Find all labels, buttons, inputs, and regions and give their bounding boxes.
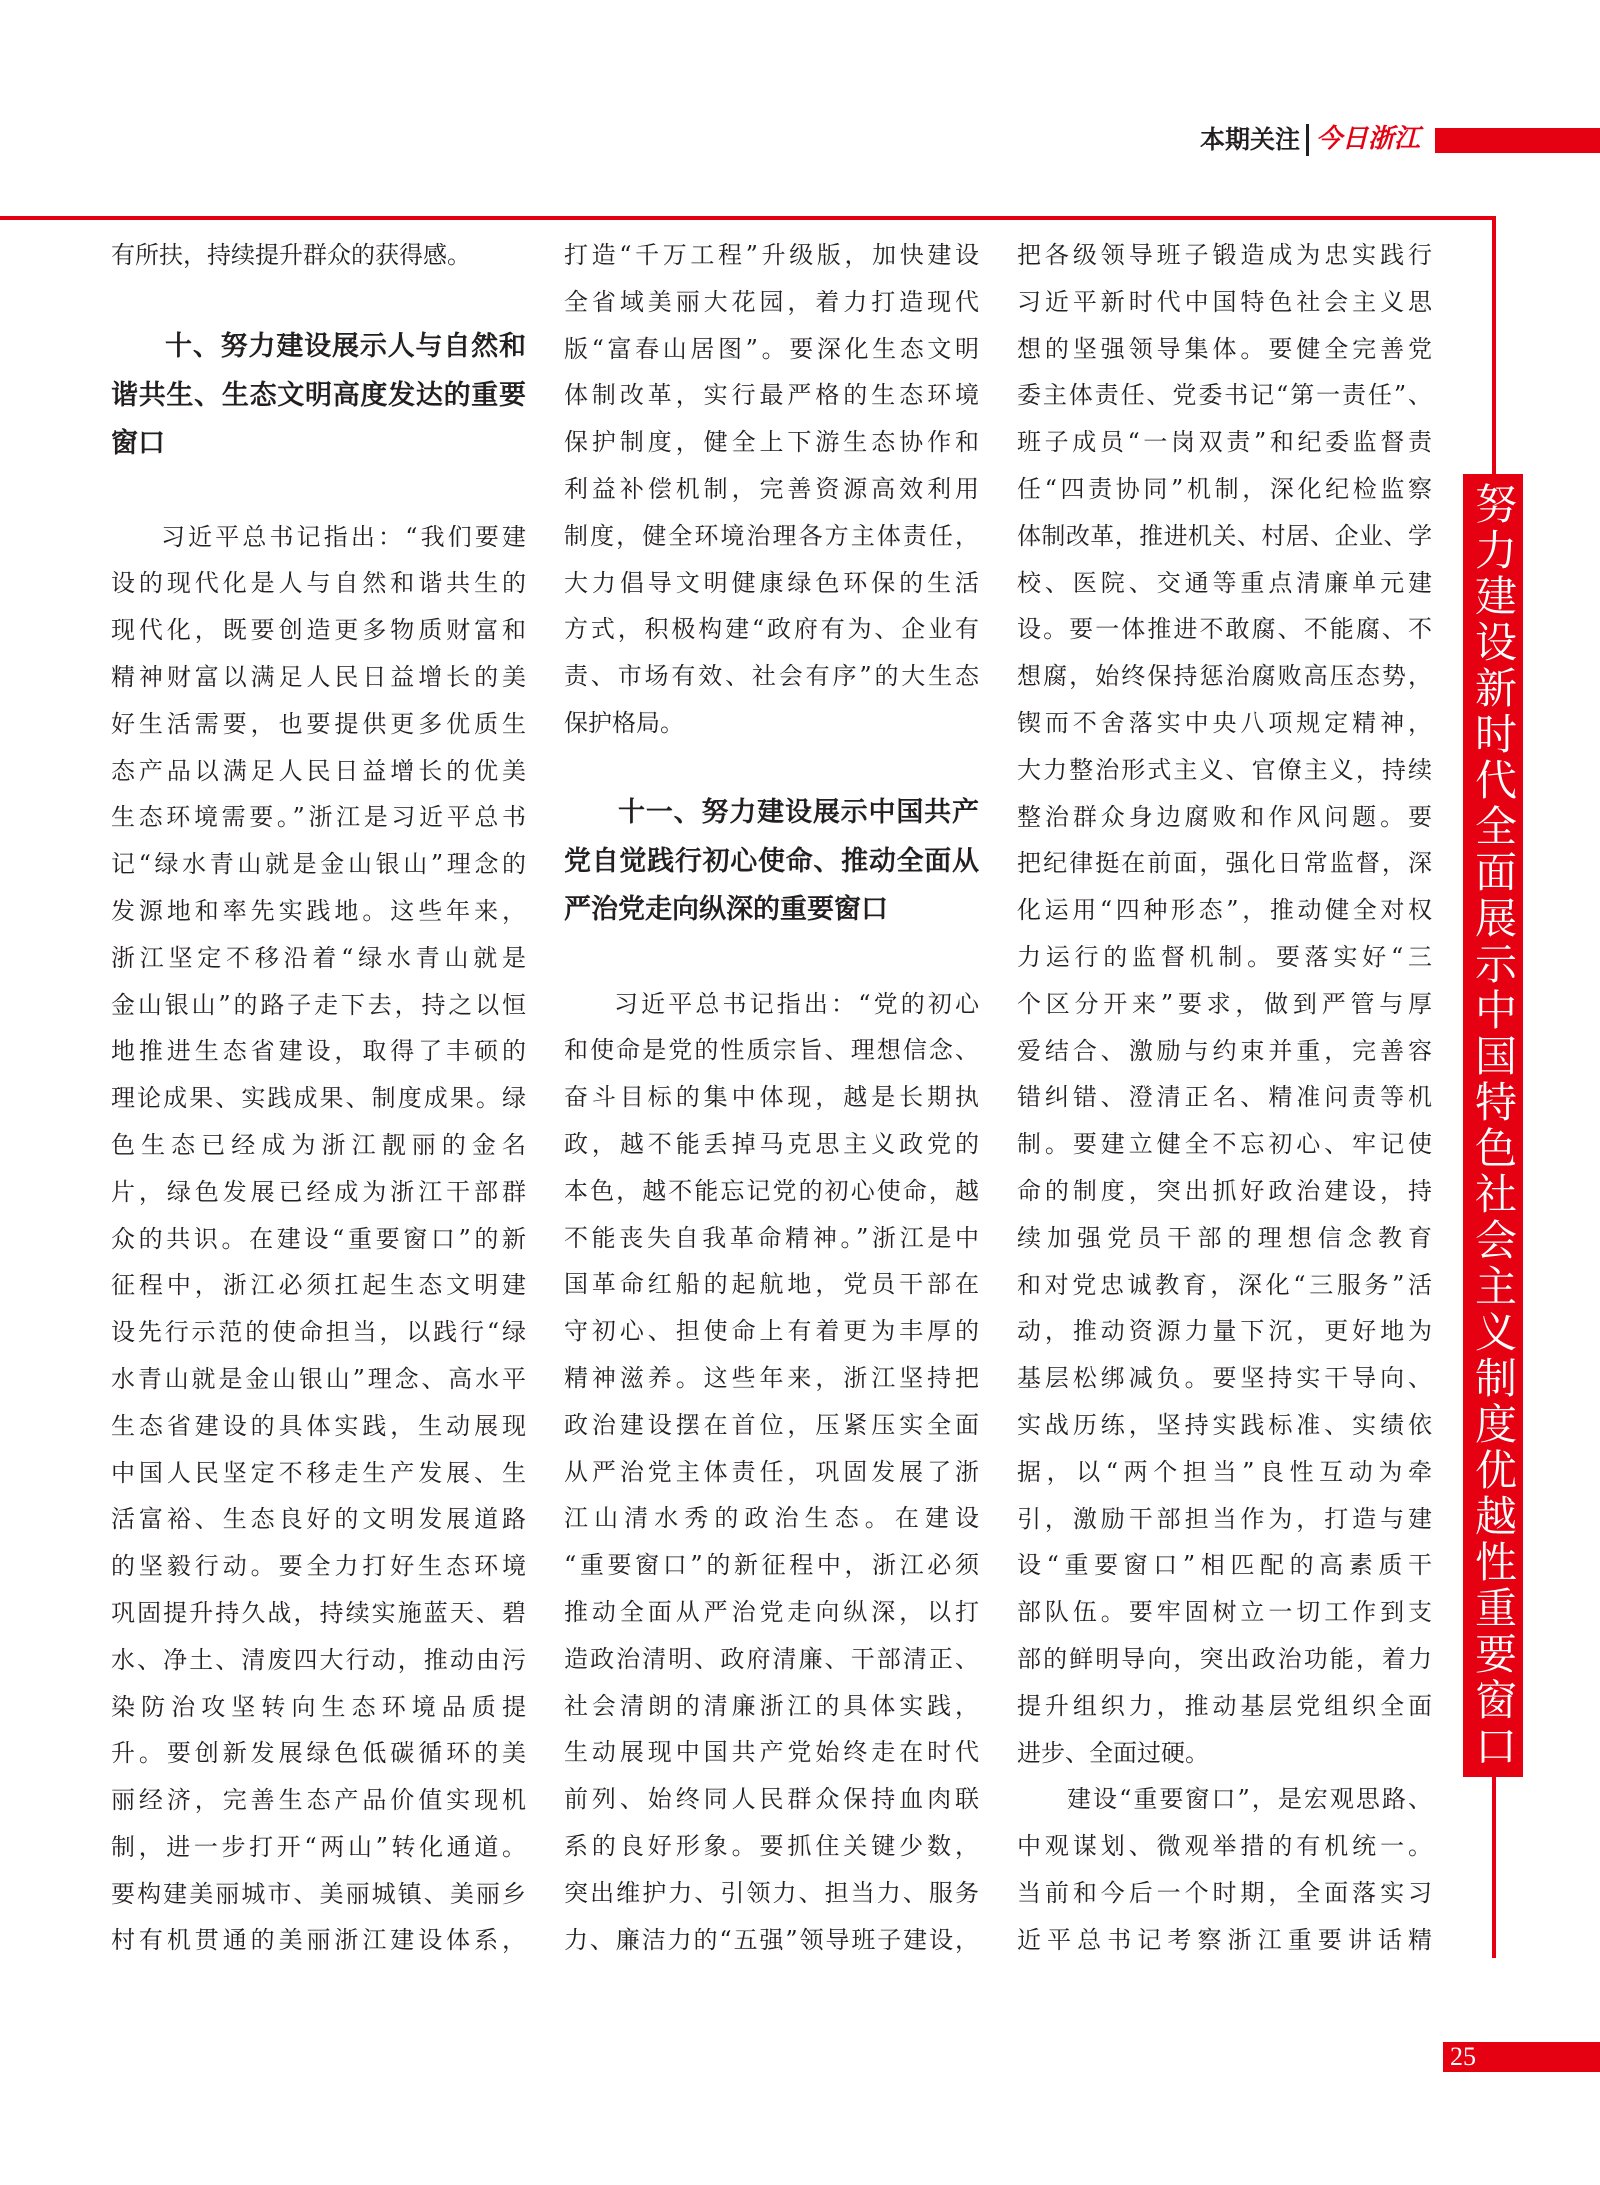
text-line: 力、廉洁力的“五强”领导班子建设， bbox=[564, 1925, 979, 1954]
text-line: 责、市场有效、社会有序”的大生态 bbox=[564, 662, 979, 691]
text-line: 爱结合、激励与约束并重，完善容 bbox=[1017, 1036, 1432, 1065]
text-line: 制。要建立健全不忘初心、牢记使 bbox=[1017, 1130, 1432, 1159]
text-line: 动，推动资源力量下沉，更好地为 bbox=[1017, 1317, 1432, 1346]
text-line: 制度，健全环境治理各方主体责任， bbox=[564, 521, 979, 550]
text-line: 习近平总书记指出：“我们要建 bbox=[161, 522, 526, 551]
text-line: 染防治攻坚转向生态环境品质提 bbox=[111, 1692, 526, 1721]
text-line: 实战历练，坚持实践标准、实绩依 bbox=[1017, 1410, 1432, 1439]
series-title-strip bbox=[1463, 474, 1523, 1777]
text-line: 据，以“两个担当”良性互动为牵 bbox=[1017, 1457, 1432, 1486]
text-line: 浙江坚定不移沿着“绿水青山就是 bbox=[111, 943, 526, 972]
text-line: 巩固提升持久战，持续实施蓝天、碧 bbox=[111, 1598, 526, 1627]
text-line: 习近平总书记指出：“党的初心 bbox=[614, 989, 979, 1018]
column-3 bbox=[1017, 232, 1432, 1963]
text-line: 窗口 bbox=[111, 428, 165, 460]
text-line: 推动全面从严治党走向纵深，以打 bbox=[564, 1598, 979, 1627]
text-line: 部的鲜明导向，突出政治功能，着力 bbox=[1017, 1644, 1432, 1673]
magazine-logo: 今日浙江 bbox=[1316, 124, 1421, 154]
section-label: 本期关注 bbox=[1200, 125, 1301, 154]
text-line: 社会清朗的清廉浙江的具体实践， bbox=[564, 1691, 979, 1720]
text-line: 众的共识。在建设“重要窗口”的新 bbox=[111, 1224, 526, 1253]
text-line: 丽经济，完善生态产品价值实现机 bbox=[111, 1786, 526, 1815]
text-line: 系的良好形象。要抓住关键少数， bbox=[564, 1832, 979, 1860]
text-line: 党自觉践行初心使命、推动全面从 bbox=[564, 845, 979, 877]
text-line: 国革命红船的起航地，党员干部在 bbox=[564, 1270, 979, 1299]
text-line: 色生态已经成为浙江靓丽的金名 bbox=[111, 1130, 526, 1159]
text-line: 把纪律挺在前面，强化日常监督，深 bbox=[1017, 849, 1432, 878]
text-line: 生态环境需要。”浙江是习近平总书 bbox=[111, 803, 526, 832]
text-line: 基层松绑减负。要坚持实干导向、 bbox=[1017, 1364, 1432, 1393]
text-line: 精神财富以满足人民日益增长的美 bbox=[111, 662, 526, 691]
text-line: 十、努力建设展示人与自然和 bbox=[165, 330, 526, 362]
text-line: 政治建设摆在首位，压紧压实全面 bbox=[564, 1410, 979, 1439]
text-line: 严治党走向纵深的重要窗口 bbox=[564, 894, 888, 926]
body-paragraph bbox=[1017, 1776, 1432, 1963]
text-line: 中国人民坚定不移走生产发展、生 bbox=[111, 1458, 526, 1487]
text-line: 进步、全面过硬。 bbox=[1017, 1738, 1209, 1767]
text-line: 全省域美丽大花园，着力打造现代 bbox=[564, 287, 979, 316]
text-line: 谐共生、生态文明高度发达的重要 bbox=[111, 379, 526, 411]
text-line: 水、净土、清废四大行动，推动由污 bbox=[111, 1645, 526, 1674]
page-number-bar bbox=[1443, 2042, 1600, 2072]
text-line: 前列、始终同人民群众保持血肉联 bbox=[564, 1785, 979, 1814]
text-line: “重要窗口”的新征程中，浙江必须 bbox=[564, 1551, 979, 1580]
section-heading bbox=[564, 789, 979, 935]
text-line: 十一、努力建设展示中国共产 bbox=[618, 796, 979, 828]
body-paragraph bbox=[564, 981, 979, 1964]
header-divider bbox=[1306, 124, 1309, 156]
text-line: 大力整治形式主义、官僚主义，持续 bbox=[1017, 755, 1432, 784]
text-line: 记“绿水青山就是金山银山”理念的 bbox=[111, 850, 526, 879]
text-line: 突出维护力、引领力、担当力、服务 bbox=[564, 1878, 979, 1907]
text-line: 整治群众身边腐败和作风问题。要 bbox=[1017, 802, 1432, 831]
text-line: 发源地和率先实践地。这些年来， bbox=[111, 896, 526, 925]
section-heading bbox=[111, 323, 526, 469]
text-line: 想的坚强领导集体。要健全完善党 bbox=[1017, 334, 1432, 363]
text-line: 错纠错、澄清正名、精准问责等机 bbox=[1017, 1083, 1432, 1112]
text-line: 不能丧失自我革命精神。”浙江是中 bbox=[564, 1223, 979, 1252]
column-2 bbox=[564, 232, 979, 1963]
text-line: 中观谋划、微观举措的有机统一。 bbox=[1017, 1832, 1432, 1861]
text-line: 体制改革，推进机关、村居、企业、学 bbox=[1017, 521, 1432, 550]
text-line: 本色，越不能忘记党的初心使命，越 bbox=[564, 1176, 979, 1205]
header-accent-bar bbox=[1435, 128, 1600, 153]
text-line: 想腐，始终保持惩治腐败高压态势， bbox=[1017, 662, 1432, 691]
text-line: 设先行示范的使命担当，以践行“绿 bbox=[111, 1318, 526, 1347]
text-line: 建设“重要窗口”，是宏观思路、 bbox=[1067, 1785, 1432, 1814]
text-line: 从严治党主体责任，巩固发展了浙 bbox=[564, 1457, 979, 1486]
text-line: 近平总书记考察浙江重要讲话精 bbox=[1017, 1925, 1432, 1954]
text-line: 保护制度，健全上下游生态协作和 bbox=[564, 428, 979, 457]
text-line: 水青山就是金山银山”理念、高水平 bbox=[111, 1364, 526, 1393]
text-line: 守初心、担使命上有着更为丰厚的 bbox=[564, 1317, 979, 1346]
text-line: 班子成员“一岗双责”和纪委监督责 bbox=[1017, 428, 1432, 457]
text-line: 制，进一步打开“两山”转化通道。 bbox=[111, 1832, 526, 1861]
text-line: 打造“千万工程”升级版，加快建设 bbox=[564, 241, 979, 269]
text-line: 设的现代化是人与自然和谐共生的 bbox=[111, 569, 526, 598]
text-line: 委主体责任、党委书记“第一责任”、 bbox=[1017, 381, 1432, 410]
carryover-text bbox=[111, 232, 526, 279]
text-line: 习近平新时代中国特色社会主义思 bbox=[1017, 287, 1432, 316]
text-line: 江山清水秀的政治生态。在建设 bbox=[564, 1504, 979, 1533]
column-1 bbox=[111, 232, 526, 1964]
text-line: 态产品以满足人民日益增长的优美 bbox=[111, 756, 526, 785]
text-line: 版“富春山居图”。要深化生态文明 bbox=[564, 334, 979, 363]
text-line: 村有机贯通的美丽浙江建设体系， bbox=[111, 1926, 526, 1955]
text-line: 地推进生态省建设，取得了丰硕的 bbox=[111, 1037, 526, 1066]
text-line: 续加强党员干部的理想信念教育 bbox=[1017, 1223, 1432, 1252]
text-line: 任“四责协同”机制，深化纪检监察 bbox=[1017, 474, 1432, 503]
text-line: 活富裕、生态良好的文明发展道路 bbox=[111, 1505, 526, 1534]
carryover-text bbox=[564, 232, 979, 747]
text-line: 升。要创新发展绿色低碳循环的美 bbox=[111, 1739, 526, 1768]
text-line: 引，激励干部担当作为，打造与建 bbox=[1017, 1504, 1432, 1533]
text-line: 和对党忠诚教育，深化“三服务”活 bbox=[1017, 1270, 1432, 1299]
text-line: 利益补偿机制，完善资源高效利用 bbox=[564, 474, 979, 503]
text-line: 政，越不能丢掉马克思主义政党的 bbox=[564, 1130, 979, 1159]
text-line: 提升组织力，推动基层党组织全面 bbox=[1017, 1691, 1432, 1720]
text-line: 部队伍。要牢固树立一切工作到支 bbox=[1017, 1598, 1432, 1627]
text-line: 征程中，浙江必须扛起生态文明建 bbox=[111, 1271, 526, 1300]
text-line: 当前和今后一个时期，全面落实习 bbox=[1017, 1878, 1432, 1907]
text-line: 有所扶，持续提升群众的获得感。 bbox=[111, 241, 471, 269]
text-line: 把各级领导班子锻造成为忠实践行 bbox=[1017, 241, 1432, 269]
text-line: 的坚毅行动。要全力打好生态环境 bbox=[111, 1552, 526, 1581]
text-line: 现代化，既要创造更多物质财富和 bbox=[111, 616, 526, 645]
carryover-text bbox=[1017, 232, 1432, 1776]
text-line: 校、医院、交通等重点清廉单元建 bbox=[1017, 568, 1432, 597]
text-line: 化运用“四种形态”，推动健全对权 bbox=[1017, 896, 1432, 925]
text-line: 大力倡导文明健康绿色环保的生活 bbox=[564, 568, 979, 597]
frame-rule-horizontal bbox=[0, 216, 1496, 220]
text-line: 命的制度，突出抓好政治建设，持 bbox=[1017, 1176, 1432, 1205]
text-line: 金山银山”的路子走下去，持之以恒 bbox=[111, 990, 526, 1019]
series-title: 努力建设新时代全面展示中国特色社会主义制度优越性重要窗口 bbox=[1469, 481, 1518, 1770]
text-line: 设“重要窗口”相匹配的高素质干 bbox=[1017, 1551, 1432, 1580]
text-line: 设。要一体推进不敢腐、不能腐、不 bbox=[1017, 615, 1432, 644]
text-line: 片，绿色发展已经成为浙江干部群 bbox=[111, 1177, 526, 1206]
text-line: 力运行的监督机制。要落实好“三 bbox=[1017, 942, 1432, 971]
text-line: 保护格局。 bbox=[564, 708, 684, 737]
text-line: 体制改革，实行最严格的生态环境 bbox=[564, 381, 979, 410]
text-line: 要构建美丽城市、美丽城镇、美丽乡 bbox=[111, 1879, 526, 1908]
text-line: 和使命是党的性质宗旨、理想信念、 bbox=[564, 1036, 979, 1065]
text-line: 奋斗目标的集中体现，越是长期执 bbox=[564, 1083, 979, 1112]
text-line: 生动展现中国共产党始终走在时代 bbox=[564, 1738, 979, 1767]
page-number: 25 bbox=[1450, 2042, 1476, 2071]
text-line: 理论成果、实践成果、制度成果。绿 bbox=[111, 1084, 526, 1113]
text-line: 精神滋养。这些年来，浙江坚持把 bbox=[564, 1364, 979, 1393]
text-line: 生态省建设的具体实践，生动展现 bbox=[111, 1411, 526, 1440]
text-line: 方式，积极构建“政府有为、企业有 bbox=[564, 615, 979, 644]
text-line: 个区分开来”要求，做到严管与厚 bbox=[1017, 989, 1432, 1018]
body-paragraph bbox=[111, 514, 526, 1965]
text-line: 好生活需要，也要提供更多优质生 bbox=[111, 709, 526, 738]
text-line: 造政治清明、政府清廉、干部清正、 bbox=[564, 1644, 979, 1673]
text-line: 锲而不舍落实中央八项规定精神， bbox=[1017, 708, 1432, 737]
